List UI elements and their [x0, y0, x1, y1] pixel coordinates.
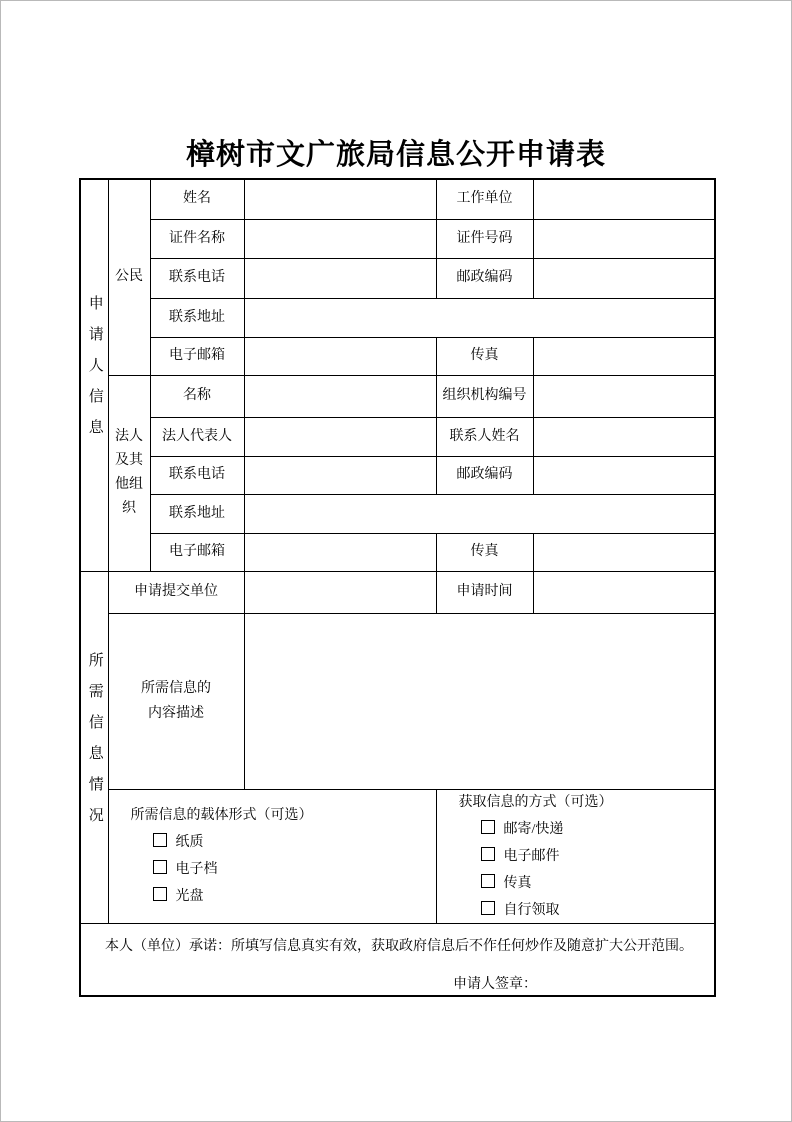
obtain-option-mail-label: 邮寄/快递 [503, 821, 564, 837]
carrier-form-cell [108, 789, 436, 923]
citizen-postcode-label: 邮政编码 [436, 258, 533, 298]
obtain-method-group [437, 794, 715, 919]
submit-time-label: 申请时间 [436, 571, 533, 613]
table-row [80, 298, 715, 337]
commitment-cell [80, 923, 715, 996]
page-title: 樟树市文广旅局信息公开申请表 [185, 139, 606, 171]
table-row [80, 789, 715, 923]
checkbox-icon[interactable] [481, 847, 495, 861]
content-desc-line2: 内容描述 [148, 706, 204, 721]
legal-fax-input-cell[interactable] [533, 533, 715, 571]
content-desc-line1: 所需信息的 [141, 681, 211, 696]
carrier-option-disc[interactable] [153, 887, 436, 905]
legal-rep-input-cell[interactable] [244, 417, 436, 456]
group-label-legal-org: 法人及其他组织 [108, 375, 150, 571]
citizen-fax-input-cell[interactable] [533, 337, 715, 375]
legal-postcode-label: 邮政编码 [436, 456, 533, 494]
legal-name-input-cell[interactable] [244, 375, 436, 417]
applicant-info-vertical-label: 申请人信息 [86, 295, 103, 451]
carrier-form-header: 所需信息的载体形式（可选） [130, 808, 313, 823]
legal-fax-label: 传真 [436, 533, 533, 571]
carrier-option-electronic[interactable] [153, 860, 436, 878]
citizen-fax-label: 传真 [436, 337, 533, 375]
legal-address-label: 联系地址 [150, 494, 244, 533]
citizen-id-number-input-cell[interactable] [533, 219, 715, 258]
table-row [80, 613, 715, 789]
legal-email-input-cell[interactable] [244, 533, 436, 571]
legal-address-input-cell[interactable] [244, 494, 715, 533]
citizen-email-input-cell[interactable] [244, 337, 436, 375]
application-form-table [79, 178, 716, 997]
obtain-method-cell [436, 789, 715, 923]
table-row [80, 219, 715, 258]
request-info-vertical-label: 所需信息情况 [86, 651, 103, 838]
signature-label: 申请人签章： [453, 977, 537, 993]
table-row [80, 494, 715, 533]
citizen-work-unit-input-cell[interactable] [533, 179, 715, 219]
carrier-option-electronic-label: 电子档 [175, 862, 218, 877]
legal-contact-name-input-cell[interactable] [533, 417, 715, 456]
citizen-email-label: 电子邮箱 [150, 337, 244, 375]
checkbox-icon[interactable] [481, 901, 495, 915]
obtain-option-mail[interactable] [481, 820, 715, 838]
citizen-address-label: 联系地址 [150, 298, 244, 337]
table-row [80, 337, 715, 375]
legal-org-code-input-cell[interactable] [533, 375, 715, 417]
citizen-name-input-cell[interactable] [244, 179, 436, 219]
carrier-form-group [109, 807, 436, 905]
obtain-option-self-pickup-label: 自行领取 [503, 902, 560, 918]
carrier-option-disc-label: 光盘 [175, 889, 204, 904]
content-desc-label [108, 613, 244, 789]
carrier-option-paper-label: 纸质 [175, 835, 204, 850]
legal-phone-label: 联系电话 [150, 456, 244, 494]
table-row [80, 456, 715, 494]
legal-email-label: 电子邮箱 [150, 533, 244, 571]
citizen-address-input-cell[interactable] [244, 298, 715, 337]
checkbox-icon[interactable] [153, 833, 167, 847]
obtain-option-fax[interactable] [481, 874, 715, 892]
table-row [80, 533, 715, 571]
citizen-id-name-label: 证件名称 [150, 219, 244, 258]
checkbox-icon[interactable] [481, 874, 495, 888]
table-row [80, 375, 715, 417]
obtain-method-header: 获取信息的方式（可选） [458, 794, 613, 810]
citizen-work-unit-label: 工作单位 [436, 179, 533, 219]
citizen-phone-input-cell[interactable] [244, 258, 436, 298]
legal-postcode-input-cell[interactable] [533, 456, 715, 494]
section-label-request-info [80, 571, 108, 923]
content-desc-input-cell[interactable] [244, 613, 715, 789]
obtain-option-self-pickup[interactable] [481, 901, 715, 919]
citizen-postcode-input-cell[interactable] [533, 258, 715, 298]
commitment-text: 本人（单位）承诺：所填写信息真实有效，获取政府信息后不作任何炒作及随意扩大公开范围。 [105, 939, 693, 955]
citizen-id-name-input-cell[interactable] [244, 219, 436, 258]
checkbox-icon[interactable] [153, 887, 167, 901]
submit-time-input-cell[interactable] [533, 571, 715, 613]
submit-unit-label: 申请提交单位 [108, 571, 244, 613]
obtain-option-email[interactable] [481, 847, 715, 865]
citizen-id-number-label: 证件号码 [436, 219, 533, 258]
checkbox-icon[interactable] [481, 820, 495, 834]
table-row [80, 258, 715, 298]
citizen-name-label: 姓名 [150, 179, 244, 219]
group-label-citizen: 公民 [108, 179, 150, 375]
citizen-phone-label: 联系电话 [150, 258, 244, 298]
obtain-option-email-label: 电子邮件 [503, 848, 560, 864]
legal-name-label: 名称 [150, 375, 244, 417]
table-row [80, 923, 715, 996]
table-row [80, 571, 715, 613]
table-row [80, 179, 715, 219]
carrier-option-paper[interactable] [153, 833, 436, 851]
legal-contact-name-label: 联系人姓名 [436, 417, 533, 456]
checkbox-icon[interactable] [153, 860, 167, 874]
legal-org-code-label: 组织机构编号 [436, 375, 533, 417]
legal-phone-input-cell[interactable] [244, 456, 436, 494]
table-row [80, 417, 715, 456]
section-label-applicant-info [80, 179, 108, 571]
obtain-option-fax-label: 传真 [503, 875, 532, 891]
legal-rep-label: 法人代表人 [150, 417, 244, 456]
submit-unit-input-cell[interactable] [244, 571, 436, 613]
